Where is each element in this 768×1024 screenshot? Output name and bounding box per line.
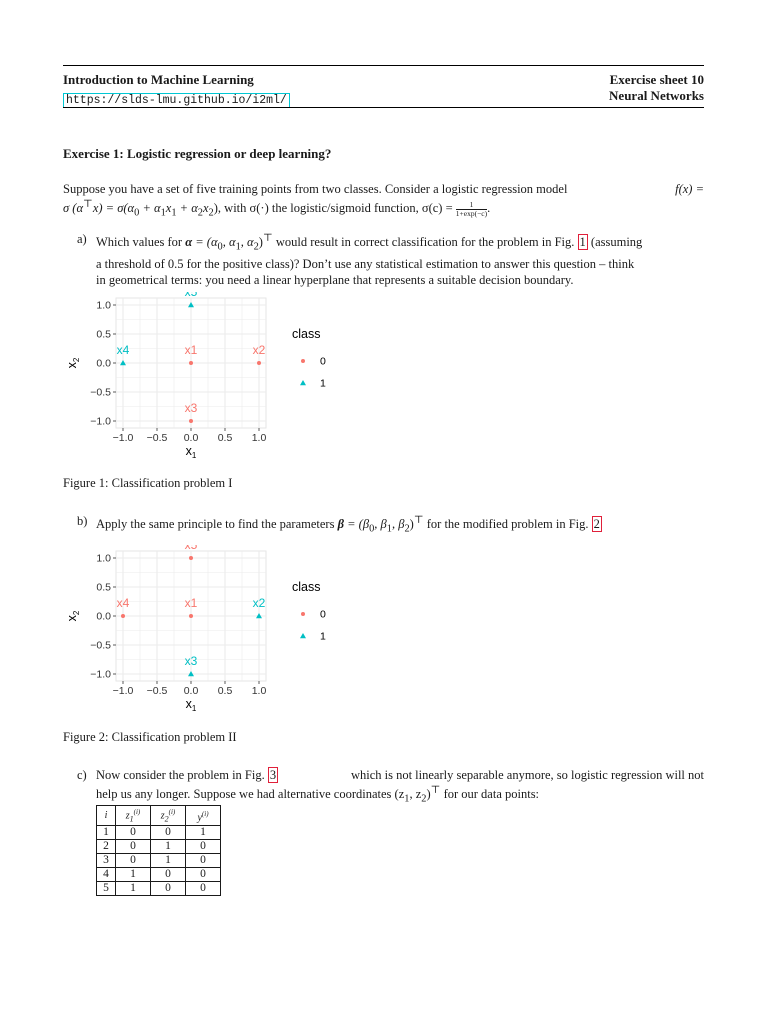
- part-b-t5: ): [409, 517, 414, 532]
- intro-sigma: σ (α: [63, 201, 84, 216]
- point-label-x3: x3: [184, 401, 198, 415]
- cell-y: 1: [186, 826, 221, 840]
- cell-z1: 1: [116, 882, 151, 896]
- x-axis-label-sub: 1: [191, 451, 197, 460]
- part-a-text: [96, 231, 704, 288]
- table-row: [97, 868, 221, 882]
- point-label-x4: x4: [116, 596, 130, 610]
- figure-2-plot: [62, 545, 362, 715]
- part-a-label: a): [77, 232, 87, 246]
- part-b-label: b): [77, 514, 88, 528]
- legend-entry-label: 0: [320, 355, 326, 368]
- transpose-sup: ⊤: [83, 199, 93, 210]
- x-axis-label: $x_1$: [185, 444, 197, 460]
- part-a-t4: , α: [240, 235, 254, 250]
- figure-1-plot: [62, 292, 362, 462]
- legend-title: class: [292, 327, 321, 341]
- col-header-y: [186, 806, 221, 826]
- intro-text-1: Suppose you have a set of five training points from two classes. Consider a logistic regression model: [63, 182, 568, 196]
- point-label-x1: x1: [184, 596, 198, 610]
- a-top: ⊤: [262, 233, 273, 244]
- table-header-row: [97, 806, 221, 826]
- legend-entry-label: 0: [320, 608, 326, 621]
- b-sub-1: 1: [386, 523, 392, 535]
- y-tick-label: 0.0: [96, 610, 111, 623]
- y-tick-label: 0.5: [96, 328, 111, 341]
- part-a-t3: , α: [222, 235, 236, 250]
- part-b-t6: for the modified problem in Fig.: [423, 517, 589, 532]
- y-tick-label: −0.5: [90, 639, 111, 652]
- point-marker-class-0: [189, 361, 193, 365]
- cell-i: 3: [97, 854, 116, 868]
- part-a-line-1: [96, 231, 704, 256]
- x-axis-label: $x_1$: [185, 697, 197, 713]
- th-z2-sub: 2: [164, 814, 169, 824]
- table-row: [97, 840, 221, 854]
- sub-1b: 1: [171, 207, 177, 219]
- x-tick-label: 0.5: [217, 432, 233, 444]
- sheet-topic: Neural Networks: [609, 88, 704, 103]
- th-i: i: [104, 810, 108, 822]
- alt-coordinates-table: [96, 805, 221, 896]
- y-axis-label-sub: 2: [72, 357, 81, 363]
- x-axis-label-sub: 1: [191, 704, 197, 713]
- point-label-x5: x5: [184, 292, 198, 299]
- part-c-t6: for our data points:: [440, 787, 540, 802]
- legend-key-class-1: [300, 633, 306, 638]
- th-y-sup: (i): [201, 809, 209, 818]
- fig3-ref-link[interactable]: 3: [269, 768, 277, 782]
- b-sub-0: 0: [369, 523, 375, 535]
- b-sub-2: 2: [404, 523, 410, 535]
- point-label-x5: x5: [184, 545, 198, 552]
- cell-y: 0: [186, 882, 221, 896]
- part-a-t2: = (α: [192, 235, 218, 250]
- th-z1-sub: 1: [129, 814, 134, 824]
- point-marker-class-0: [189, 614, 193, 618]
- point-label-x4: x4: [116, 343, 130, 357]
- part-b-t4: , β: [391, 517, 405, 532]
- part-c-line-1: [96, 767, 704, 783]
- figure-1-caption: Figure 1: Classification problem I: [63, 476, 233, 490]
- intro-eq-c: + α: [139, 201, 161, 216]
- legend-key-class-1: [300, 380, 306, 385]
- point-label-x3: x3: [184, 654, 198, 668]
- x-tick-label: −0.5: [146, 432, 168, 444]
- point-label-x2: x2: [252, 343, 266, 357]
- cell-i: 5: [97, 882, 116, 896]
- fig1-ref-link[interactable]: 1: [579, 235, 586, 250]
- fig2-ref-link[interactable]: 2: [593, 517, 600, 532]
- part-c-label: c): [77, 768, 87, 782]
- cell-z2: 0: [151, 868, 186, 882]
- part-c-t5: ): [426, 787, 431, 802]
- intro-eq-f: x: [202, 201, 209, 216]
- frac-den: 1+exp(−c): [455, 209, 488, 219]
- a-sub-0: 0: [217, 241, 223, 253]
- c-sub-1: 1: [404, 793, 410, 805]
- cell-y: 0: [186, 868, 221, 882]
- x-tick-label: −0.5: [146, 685, 168, 697]
- part-b-t3: , β: [374, 517, 387, 532]
- sub-2: 2: [197, 207, 203, 219]
- cell-i: 1: [97, 826, 116, 840]
- part-a-t5: ): [258, 235, 263, 250]
- figure-1: [62, 292, 362, 462]
- exercise-intro: [63, 181, 704, 222]
- point-marker-class-0: [257, 361, 261, 365]
- intro-line-2: [63, 197, 704, 222]
- x-tick-label: −1.0: [112, 432, 134, 444]
- b-top: ⊤: [413, 515, 424, 526]
- col-header-i: [97, 806, 116, 826]
- cell-y: 0: [186, 840, 221, 854]
- cell-i: 4: [97, 868, 116, 882]
- y-axis-label: $x_2$: [65, 610, 81, 622]
- intro-eq-g: ), with σ(·) the logistic/sigmoid function, σ(c) =: [213, 201, 453, 216]
- sub-1: 1: [160, 207, 166, 219]
- intro-eq-b: x) = σ(α: [92, 201, 135, 216]
- intro-line-1: [63, 181, 704, 197]
- part-c-t2: which is not linearly separable anymore, so logistic regression will not: [350, 768, 704, 782]
- part-c-text: [96, 767, 704, 808]
- sub-0: 0: [134, 207, 140, 219]
- point-label-x2: x2: [252, 596, 266, 610]
- th-z1: z: [125, 810, 130, 822]
- table-row: [97, 826, 221, 840]
- exercise-title: Exercise 1: Logistic regression or deep learning?: [63, 146, 332, 161]
- y-tick-label: 0.0: [96, 357, 111, 370]
- legend-key-class-0: [301, 359, 305, 363]
- th-z2-sup: (i): [168, 808, 176, 816]
- legend-entry-label: 1: [320, 630, 326, 643]
- y-tick-label: 1.0: [96, 299, 111, 312]
- col-header-z2: [151, 806, 186, 826]
- table-row: [97, 854, 221, 868]
- frac-num: 1: [456, 201, 487, 210]
- sheet-number: Exercise sheet 10: [609, 72, 704, 87]
- x-tick-label: 0.0: [183, 685, 199, 697]
- course-title: Introduction to Machine Learning: [63, 72, 254, 87]
- beta-bold: β: [337, 517, 344, 532]
- y-tick-label: 0.5: [96, 581, 111, 594]
- figure-2: [62, 545, 362, 715]
- cell-z1: 1: [116, 868, 151, 882]
- cell-y: 0: [186, 854, 221, 868]
- point-marker-class-0: [189, 419, 193, 423]
- cell-z1: 0: [116, 854, 151, 868]
- legend-entry-label: 1: [320, 377, 326, 390]
- cell-z2: 1: [151, 840, 186, 854]
- c-sub-2: 2: [421, 793, 427, 805]
- x-tick-label: 1.0: [251, 432, 267, 444]
- point-label-x1: x1: [184, 343, 198, 357]
- course-url-link[interactable]: https://slds-lmu.github.io/i2ml/: [63, 93, 290, 108]
- x-tick-label: 0.0: [183, 432, 199, 444]
- y-axis-label-sub: 2: [72, 610, 81, 616]
- y-tick-label: −0.5: [90, 386, 111, 399]
- intro-eq-e: + α: [176, 201, 198, 216]
- legend-title: class: [292, 580, 321, 594]
- part-b-t1: Apply the same principle to find the parameters: [96, 517, 335, 532]
- c-top: ⊤: [430, 785, 441, 796]
- part-a-t6: would result in correct classification for the problem in Fig.: [272, 235, 575, 250]
- part-a-line-2: a threshold of 0.5 for the positive class)? Don’t use any statistical estimation to answer this question – think: [96, 256, 635, 271]
- x-tick-label: 0.5: [217, 685, 233, 697]
- part-c-t1: Now consider the problem in Fig.: [96, 768, 265, 782]
- part-b-t2: = (β: [344, 517, 370, 532]
- y-axis-label: $x_2$: [65, 357, 81, 369]
- x-tick-label: −1.0: [112, 685, 134, 697]
- course-url-wrap[interactable]: [63, 88, 290, 108]
- sub-2b: 2: [208, 207, 214, 219]
- part-a-t7: (assuming: [590, 235, 643, 250]
- y-tick-label: −1.0: [90, 668, 111, 681]
- point-marker-class-0: [121, 614, 125, 618]
- a-sub-2: 2: [253, 241, 259, 253]
- th-z2: z: [160, 810, 165, 822]
- y-tick-label: 1.0: [96, 552, 111, 565]
- alpha-bold: α: [185, 235, 193, 250]
- part-c-t3: help us any longer. Suppose we had alternative coordinates (z: [96, 787, 405, 802]
- cell-i: 2: [97, 840, 116, 854]
- header-bottom-rule: [63, 107, 704, 108]
- intro-eq-d: x: [165, 201, 172, 216]
- part-b-text: [96, 513, 704, 538]
- sigmoid-fraction: [456, 201, 487, 218]
- th-y: y: [197, 811, 202, 823]
- x-tick-label: 1.0: [251, 685, 267, 697]
- cell-z2: 0: [151, 826, 186, 840]
- cell-z1: 0: [116, 826, 151, 840]
- part-a-line-3: in geometrical terms: you need a linear hyperplane that represents a suitable decision boundary.: [96, 272, 574, 287]
- part-a-t1: Which values for: [96, 235, 183, 250]
- point-marker-class-0: [189, 556, 193, 560]
- a-sub-1: 1: [235, 241, 241, 253]
- cell-z1: 0: [116, 840, 151, 854]
- part-c-line-2: [96, 783, 704, 808]
- cell-z2: 0: [151, 882, 186, 896]
- header-top-rule: [63, 65, 704, 66]
- col-header-z1: [116, 806, 151, 826]
- th-z1-sup: (i): [133, 808, 141, 816]
- figure-2-caption: Figure 2: Classification problem II: [63, 730, 237, 744]
- table-row: [97, 882, 221, 896]
- y-tick-label: −1.0: [90, 415, 111, 428]
- intro-end: .: [487, 201, 491, 216]
- intro-fx: f(x) =: [675, 182, 704, 196]
- part-c-t4: , z: [409, 787, 422, 802]
- cell-z2: 1: [151, 854, 186, 868]
- legend-key-class-0: [301, 612, 305, 616]
